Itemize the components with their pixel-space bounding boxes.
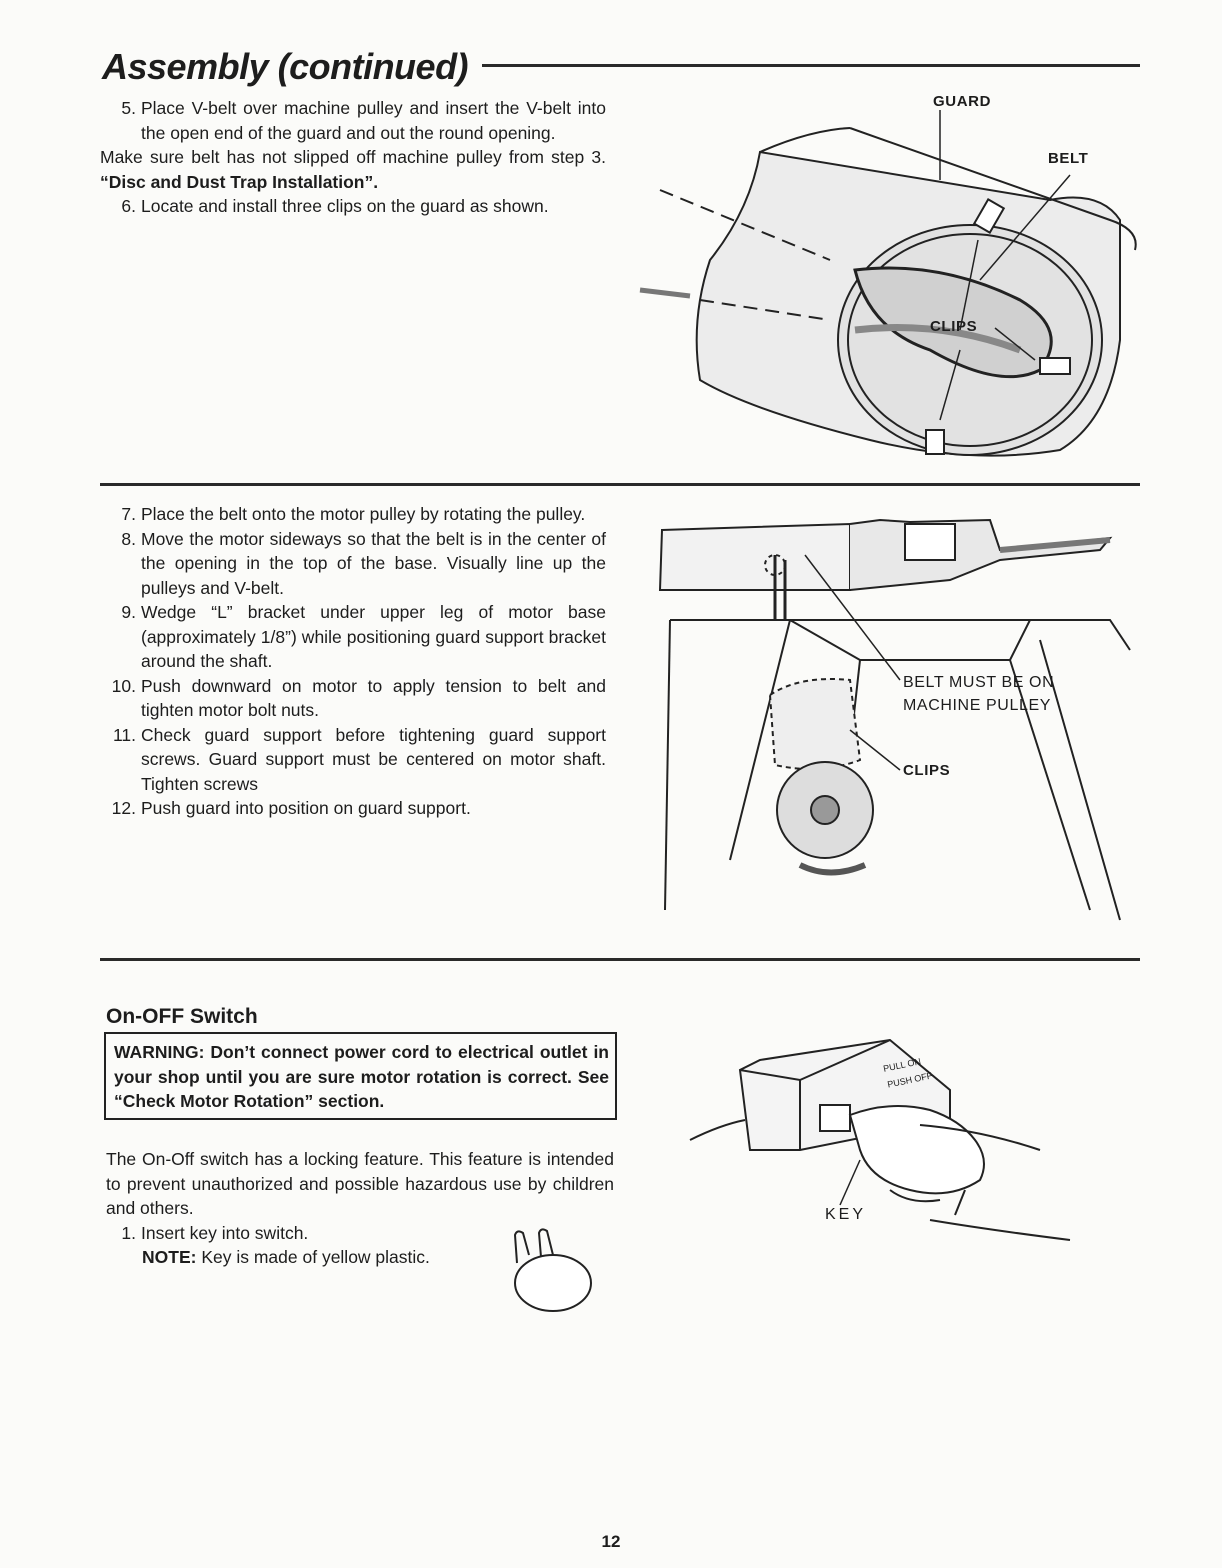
step-9: 9. Wedge “L” bracket under upper leg of motor base (approximately 1/8”) while positioning guard support bracket around the shaft. [121, 602, 606, 671]
label-clips-2: CLIPS [903, 762, 951, 779]
note-paragraph: Make sure belt has not slipped off machine pulley from step 3. “Disc and Dust Trap Installation”. [100, 147, 606, 192]
label-clips-1: CLIPS [930, 318, 978, 335]
switch-paragraph: The On-Off switch has a locking feature. This feature is intended to prevent unauthorized and possible hazardous use by children and others. [106, 1149, 614, 1218]
step-5: 5. Place V-belt over machine pulley and insert the V-belt into the open end of the guard and out the round opening. [121, 98, 606, 143]
warning-box: WARNING: Don’t connect power cord to electrical outlet in your shop until you are sure motor rotation is correct. See “Check Motor Rotation” section. [104, 1032, 617, 1120]
switch-step-1: 1. Insert key into switch. [121, 1222, 309, 1243]
section-divider-2 [100, 958, 1140, 961]
label-belt: BELT [1048, 150, 1089, 167]
onoff-switch-heading: On-OFF Switch [106, 1005, 258, 1028]
step-11: 11. Check guard support before tightening guard support screws. Guard support must be centered on motor shaft. Tighten screws [112, 724, 606, 794]
section-divider-1 [100, 483, 1140, 486]
label-guard: GUARD [933, 93, 991, 110]
step-6: 6. Locate and install three clips on the guard as shown. [121, 196, 549, 216]
title-rule [482, 64, 1140, 67]
section-2-steps [100, 502, 606, 821]
label-push-off: PUSH OFF [886, 1070, 934, 1090]
label-machine-pulley: MACHINE PULLEY [903, 697, 1051, 714]
label-pull-on: PULL ON [882, 1056, 922, 1074]
step-7: 7. Place the belt onto the motor pulley by rotating the pulley. [121, 504, 586, 524]
section-1-text [100, 96, 606, 219]
key-icon [505, 1225, 595, 1315]
label-key: KEY [825, 1206, 867, 1223]
switch-box-illustration [690, 1030, 1080, 1245]
step-10: 10. Push downward on motor to apply tension to belt and tighten motor bolt nuts. [111, 675, 606, 720]
step-8: 8. Move the motor sideways so that the belt is in the center of the opening in the top of the base. Visually line up the pulleys and V-belt. [121, 528, 606, 598]
key-note: NOTE: Key is made of yellow plastic. [142, 1247, 430, 1267]
guard-illustration [640, 90, 1140, 470]
step-12: 12. Push guard into position on guard support. [111, 798, 471, 818]
page-number: 12 [601, 1532, 621, 1551]
label-belt-must-be-on: BELT MUST BE ON [903, 674, 1055, 691]
page-title: Assembly (continued) [102, 46, 478, 88]
motor-pulley-illustration [650, 510, 1130, 920]
